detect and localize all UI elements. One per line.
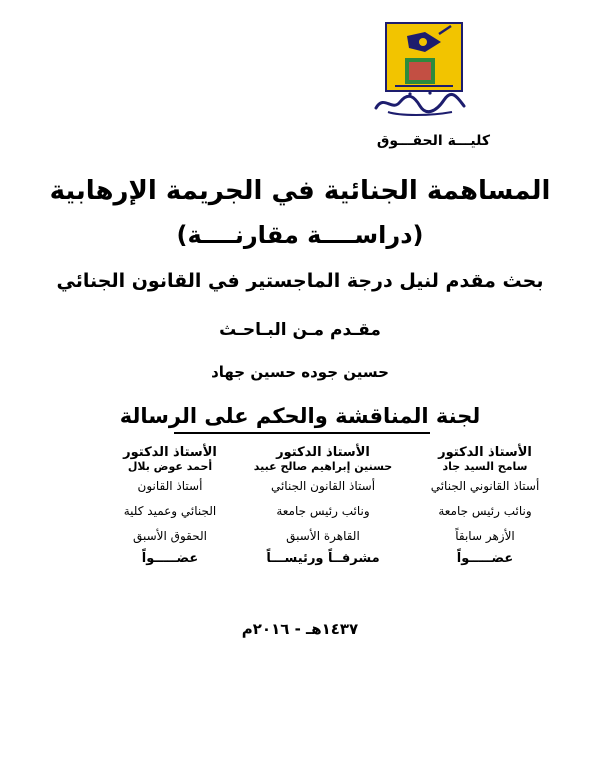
member-position: أستاذ القانون [137,479,203,493]
member-name: أحمد عوض بلال [127,460,213,473]
university-script-logo [370,88,470,116]
member-name: حسنين إبراهيم صالح عبيد [253,460,393,473]
member-role: مشرفــاً ورئيســـاً [266,551,380,566]
researcher-name: حسين جوده حسين جهاد [211,363,389,381]
cairo-university-seal-icon [385,22,463,92]
thesis-date: ١٤٣٧هـ - ٢٠١٦م [241,620,359,638]
member-role: عضـــــواً [141,551,199,566]
member-position: الأزهر سابقاً [455,529,515,543]
member-position: ونائب رئيس جامعة [276,504,370,518]
thesis-title: المساهمة الجنائية في الجريمة الإرهابية [49,176,551,206]
thesis-subtitle: (دراســــة مقارنــــة) [176,221,424,249]
member-position: الحقوق الأسبق [133,529,207,543]
member-position: القاهرة الأسبق [286,529,360,543]
member-position: ونائب رئيس جامعة [438,504,532,518]
member-title: الأستاذ الدكتور [438,445,532,460]
faculty-name: كليـــة الحقـــوق [376,133,490,149]
thesis-purpose: بحث مقدم لنيل درجة الماجستير في القانون الجنائي [56,270,544,292]
member-position: الجنائي وعميد كلية [123,504,217,518]
committee-member [248,445,398,566]
committee-heading-underline [174,432,430,434]
committee-member [95,445,245,566]
presented-by-label: مقـدم مـن البـاحـث [219,320,381,340]
committee-member [410,445,560,566]
member-name: سامح السيد جاد [442,460,528,473]
member-position: أستاذ القانوني الجنائي [430,479,540,493]
member-position: أستاذ القانون الجنائي [270,479,376,493]
member-title: الأستاذ الدكتور [276,445,370,460]
member-title: الأستاذ الدكتور [123,445,217,460]
committee-heading: لجنة المناقشة والحكم على الرسالة [119,404,481,428]
member-role: عضـــــواً [456,551,514,566]
